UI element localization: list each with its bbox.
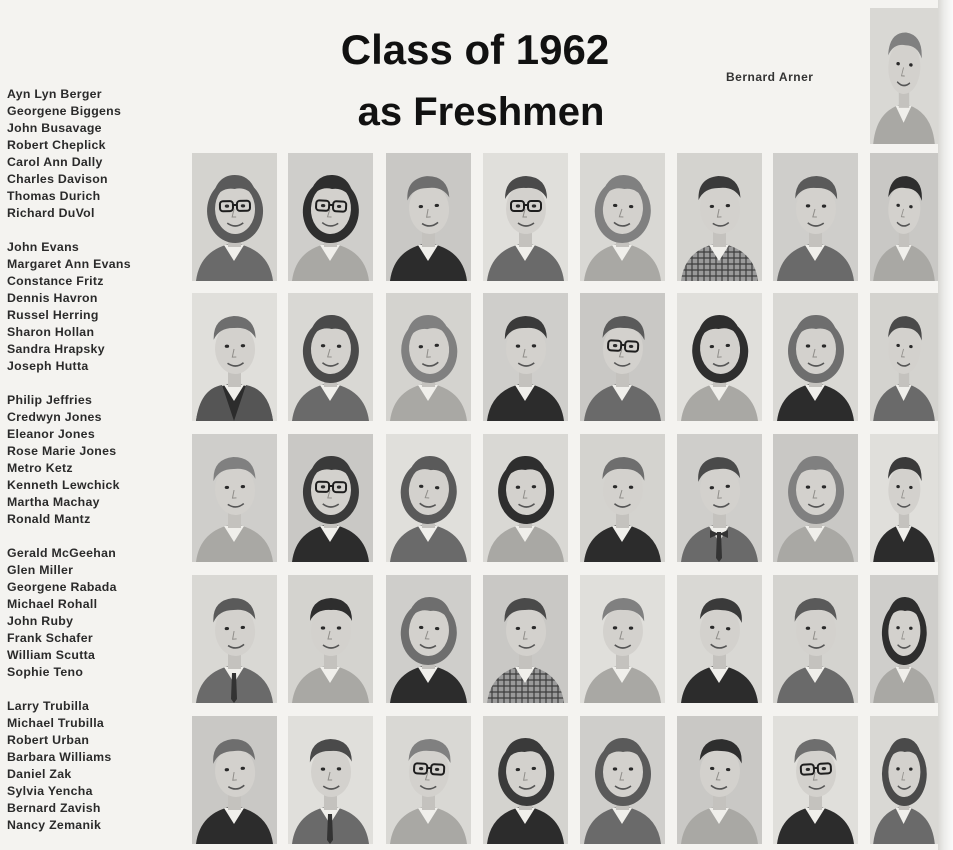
student-photo (870, 434, 938, 562)
student-photo (580, 716, 665, 844)
student-name: Charles Davison (7, 172, 108, 186)
student-name: Sharon Hollan (7, 325, 95, 339)
student-name: William Scutta (7, 648, 96, 662)
student-name: Georgene Rabada (7, 580, 117, 594)
student-name: Robert Urban (7, 733, 90, 747)
featured-student-photo (870, 8, 938, 144)
book-page-curl (938, 0, 953, 850)
student-name: John Evans (7, 240, 80, 254)
student-name: Glen Miller (7, 563, 74, 577)
student-name: Philip Jeffries (7, 393, 93, 407)
student-photo (386, 434, 471, 562)
student-photo (677, 434, 762, 562)
student-photo (386, 716, 471, 844)
student-photo (870, 153, 938, 281)
student-photo (773, 434, 858, 562)
student-name: Eleanor Jones (7, 427, 95, 441)
student-photo (192, 293, 277, 421)
student-name: Daniel Zak (7, 767, 72, 781)
student-name: Carol Ann Dally (7, 155, 103, 169)
student-name: Constance Fritz (7, 274, 104, 288)
page-title-line-2: as Freshmen (357, 90, 605, 134)
student-photo (192, 153, 277, 281)
student-name: Ronald Mantz (7, 512, 91, 526)
name-group (7, 239, 187, 375)
student-photo (288, 575, 373, 703)
student-name: Frank Schafer (7, 631, 93, 645)
student-name: Bernard Zavish (7, 801, 101, 815)
student-name: Margaret Ann Evans (7, 257, 131, 271)
student-photo (483, 434, 568, 562)
student-name: Russel Herring (7, 308, 99, 322)
student-name: Georgene Biggens (7, 104, 122, 118)
page-title-line-1: Class of 1962 (340, 26, 610, 73)
student-photo (192, 575, 277, 703)
student-photo (192, 716, 277, 844)
student-name: Rose Marie Jones (7, 444, 117, 458)
student-photo (288, 434, 373, 562)
student-name: Sylvia Yencha (7, 784, 93, 798)
student-photo (870, 716, 938, 844)
student-photo (483, 153, 568, 281)
student-name: Richard DuVol (7, 206, 95, 220)
student-name: Joseph Hutta (7, 359, 89, 373)
name-group (7, 392, 187, 528)
student-photo (386, 575, 471, 703)
student-name: Martha Machay (7, 495, 100, 509)
student-name: Gerald McGeehan (7, 546, 117, 560)
student-photo (192, 434, 277, 562)
student-photo (870, 293, 938, 421)
student-photo (870, 575, 938, 703)
name-group (7, 86, 187, 222)
student-name: Nancy Zemanik (7, 818, 102, 832)
student-name: Barbara Williams (7, 750, 112, 764)
student-photo (580, 293, 665, 421)
student-name: Dennis Havron (7, 291, 98, 305)
student-photo (288, 716, 373, 844)
student-photo (773, 293, 858, 421)
featured-student-name: Bernard Arner (726, 70, 814, 84)
student-photo (580, 434, 665, 562)
student-photo (483, 575, 568, 703)
student-name: Ayn Lyn Berger (7, 87, 102, 101)
student-name: Credwyn Jones (7, 410, 102, 424)
student-name: Michael Rohall (7, 597, 98, 611)
student-name: Robert Cheplick (7, 138, 106, 152)
student-photo (677, 293, 762, 421)
student-photo (773, 153, 858, 281)
student-photo (483, 293, 568, 421)
student-name: Thomas Durich (7, 189, 101, 203)
name-group (7, 545, 187, 681)
student-photo (288, 153, 373, 281)
student-photo (677, 716, 762, 844)
student-photo (580, 153, 665, 281)
student-name: Kenneth Lewchick (7, 478, 120, 492)
student-photo (386, 153, 471, 281)
student-photo (677, 575, 762, 703)
student-name: John Busavage (7, 121, 102, 135)
student-name: Michael Trubilla (7, 716, 105, 730)
student-photo (288, 293, 373, 421)
student-photo (580, 575, 665, 703)
student-name: Larry Trubilla (7, 699, 90, 713)
student-name: Metro Ketz (7, 461, 73, 475)
student-name-list (7, 86, 187, 850)
student-name: Sophie Teno (7, 665, 84, 679)
student-photo (483, 716, 568, 844)
student-photo (386, 293, 471, 421)
student-photo (773, 716, 858, 844)
student-name: Sandra Hrapsky (7, 342, 105, 356)
student-photo (677, 153, 762, 281)
student-name: John Ruby (7, 614, 74, 628)
student-photo (773, 575, 858, 703)
name-group (7, 698, 187, 834)
